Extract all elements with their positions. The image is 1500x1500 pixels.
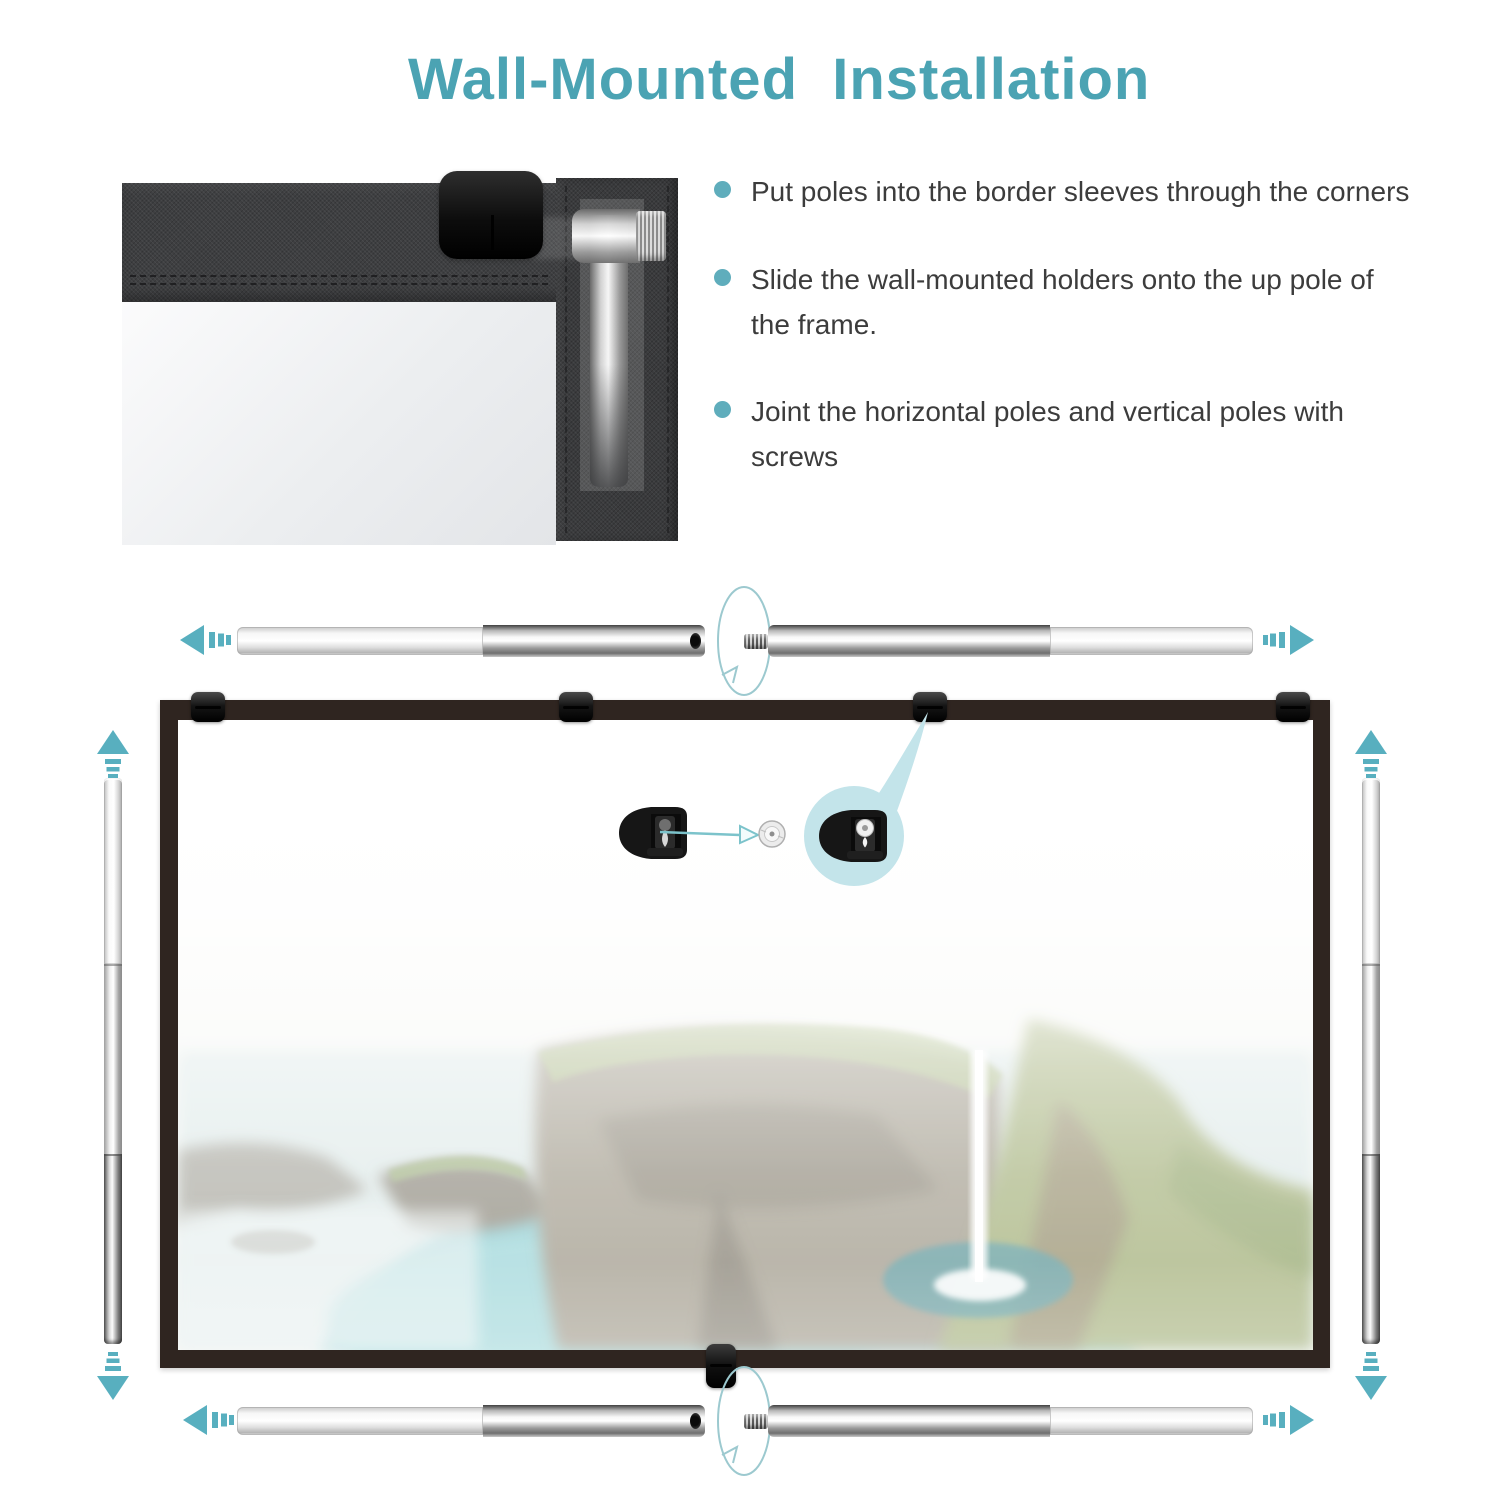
- slide-left-arrow-icon: [183, 1402, 235, 1438]
- bottom-pole-right-inner-segment: [768, 1405, 1050, 1437]
- joint-screw-icon: [744, 634, 768, 649]
- pole-segment: [104, 778, 122, 964]
- screw-icon: [759, 821, 785, 847]
- pole-segment: [104, 1154, 122, 1344]
- slide-right-arrow-icon: [1262, 622, 1314, 658]
- screen-surface: [122, 302, 556, 545]
- top-pole-right-outer-segment: [1050, 627, 1253, 655]
- instruction-item: [714, 258, 1414, 348]
- bottom-pole-left-outer-segment: [237, 1407, 483, 1435]
- pole-segment: [104, 964, 122, 1154]
- stitch-line: [667, 186, 669, 533]
- instruction-text: Put poles into the border sleeves through the corners: [751, 176, 1410, 207]
- corner-detail-photo: [122, 165, 678, 545]
- wall-holder-with-screw-icon: [819, 810, 887, 862]
- stitch-line: [130, 275, 548, 277]
- mount-clip-photo: [439, 171, 543, 259]
- stitch-line: [130, 283, 548, 285]
- mount-clip: [1276, 692, 1310, 722]
- top-pole-left-inner-segment: [483, 625, 705, 657]
- bullet-icon: [714, 181, 731, 198]
- top-pole-right-inner-segment: [768, 625, 1050, 657]
- bottom-pole-left-inner-segment: [483, 1405, 705, 1437]
- slide-right-arrow-icon: [1262, 1402, 1314, 1438]
- page-title: Wall-Mounted Installation: [408, 47, 1151, 112]
- left-vertical-pole: [104, 778, 122, 1344]
- slide-down-arrow-icon: [1353, 1352, 1389, 1400]
- joint-screw-icon: [744, 1414, 768, 1429]
- instruction-item: [714, 170, 1414, 215]
- callout-tail: [879, 712, 928, 811]
- slide-up-arrow-icon: [95, 730, 131, 778]
- mount-clip: [191, 692, 225, 722]
- instruction-text: Slide the wall-mounted holders onto the up pole of the frame.: [751, 263, 1374, 340]
- instruction-item: [714, 390, 1414, 480]
- top-pole-left-outer-segment: [237, 627, 483, 655]
- pole-segment: [1362, 778, 1380, 964]
- slide-left-arrow-icon: [180, 622, 232, 658]
- pole-segment: [1362, 964, 1380, 1154]
- bullet-icon: [714, 269, 731, 286]
- pole-segment: [1362, 1154, 1380, 1344]
- instruction-text: Joint the horizontal poles and vertical poles with screws: [751, 396, 1345, 473]
- holder-callout: [560, 690, 980, 900]
- slide-up-arrow-icon: [1353, 730, 1389, 778]
- slide-down-arrow-icon: [95, 1352, 131, 1400]
- horizontal-pole-ghost: [572, 209, 640, 263]
- bottom-pole-right-outer-segment: [1050, 1407, 1253, 1435]
- bullet-icon: [714, 401, 731, 418]
- instruction-list: [714, 170, 1414, 523]
- right-vertical-pole: [1362, 778, 1380, 1344]
- knurled-screw-cap-icon: [636, 211, 666, 261]
